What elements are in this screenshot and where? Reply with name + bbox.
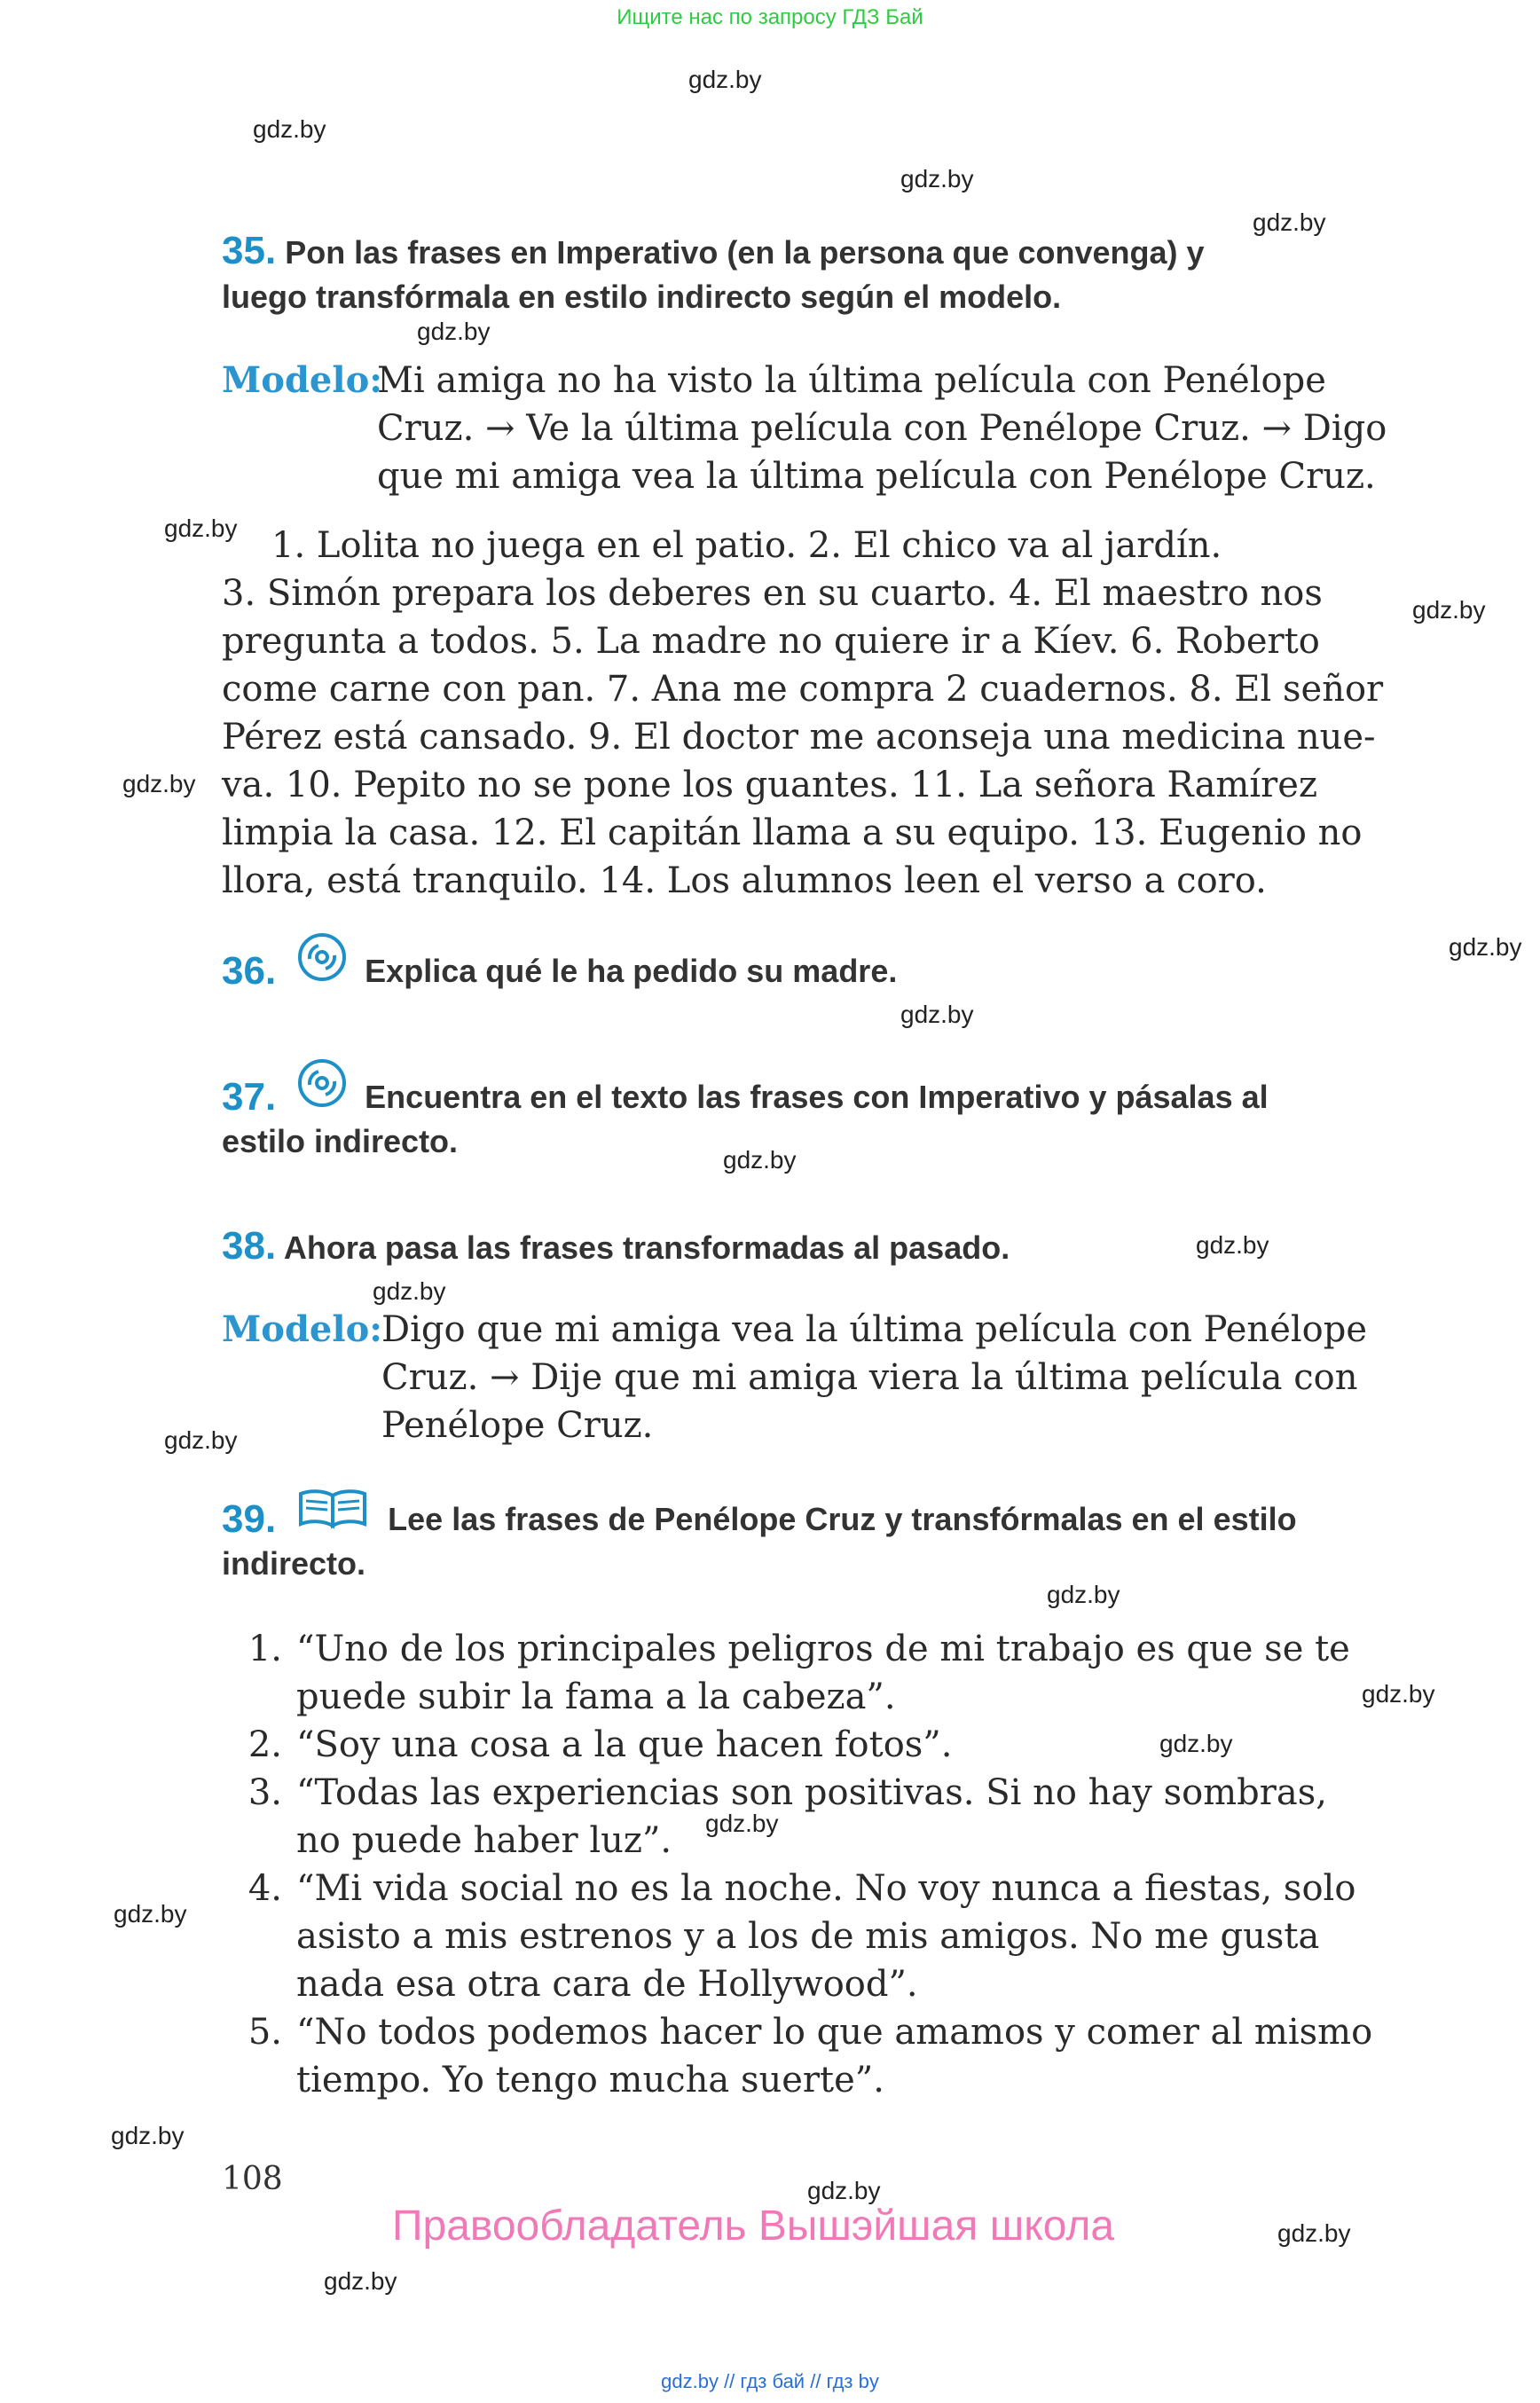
- quote-line: “No todos podemos hacer lo que amamos y comer al mismo: [296, 2012, 1373, 2053]
- sentence-line: pregunta a todos. 5. La madre no quiere ir a Kíev. 6. Roberto: [222, 621, 1320, 662]
- exercise-37: [222, 1075, 1410, 1164]
- watermark: gdz.by: [253, 115, 326, 143]
- watermark: gdz.by: [164, 514, 238, 542]
- exercise-title: Encuentra en el texto las frases con Imperativo y pásalas al: [365, 1079, 1269, 1115]
- watermark: gdz.by: [1362, 1680, 1435, 1708]
- quote-line: “Uno de los principales peligros de mi trabajo es que se te: [296, 1629, 1350, 1669]
- sentence-line: 3. Simón prepara los deberes en su cuarto. 4. El maestro nos: [222, 573, 1323, 614]
- watermark: gdz.by: [723, 1146, 797, 1174]
- list-item: [222, 1865, 1410, 2008]
- quote-line: asisto a mis estrenos y a los de mis amigos. No me gusta: [296, 1916, 1320, 1957]
- quotes-list: [222, 1625, 1410, 2104]
- modelo-line: Penélope Cruz.: [381, 1405, 654, 1446]
- watermark: gdz.by: [1253, 208, 1326, 236]
- exercise-35-heading: [222, 229, 1410, 319]
- item-number: 1.: [248, 1629, 282, 1669]
- modelo-label: Modelo:: [222, 1308, 383, 1350]
- exercise-38-heading: [222, 1224, 1410, 1270]
- exercise-title: luego transfórmala en estilo indirecto según el modelo.: [222, 279, 1062, 315]
- item-number: 5.: [248, 2012, 282, 2053]
- book-icon: [297, 1487, 368, 1541]
- top-banner: Ищите нас по запросу ГДЗ Бай: [617, 5, 923, 29]
- watermark: gdz.by: [111, 2122, 185, 2149]
- exercise-title: Pon las frases en Imperativo (en la persona que convenga) y: [285, 234, 1205, 271]
- watermark: gdz.by: [705, 1810, 779, 1837]
- watermark: gdz.by: [1196, 1231, 1269, 1259]
- watermark: gdz.by: [1047, 1581, 1120, 1608]
- sentence-line: come carne con pan. 7. Ana me compra 2 cuadernos. 8. El señor: [222, 669, 1384, 710]
- cd-icon: [297, 1058, 347, 1119]
- watermark: gdz.by: [900, 165, 974, 192]
- exercise-number: 39.: [222, 1497, 277, 1541]
- quote-line: nada esa otra cara de Hollywood”.: [296, 1964, 918, 2005]
- quote-line: puede subir la fama a la cabeza”.: [296, 1677, 896, 1717]
- page-number: 108: [222, 2161, 283, 2197]
- quote-line: no puede haber luz”.: [296, 1820, 672, 1861]
- list-item: [222, 1721, 1410, 1769]
- quote-line: “Todas las experiencias son positivas. Si no hay sombras,: [296, 1772, 1327, 1813]
- exercise-36: [222, 949, 1410, 993]
- modelo-block: [222, 1306, 1410, 1449]
- quote-line: “Mi vida social no es la noche. No voy nunca a fiestas, solo: [296, 1868, 1356, 1909]
- exercise-number: 38.: [222, 1224, 277, 1268]
- modelo-line: Digo que mi amiga vea la última película con Penélope: [381, 1309, 1368, 1350]
- watermark: gdz.by: [164, 1426, 238, 1454]
- exercise-39-heading: [222, 1497, 1410, 1586]
- exercise-number: 37.: [222, 1075, 277, 1119]
- sentence-line: Pérez está cansado. 9. El doctor me aconseja una medicina nue-: [222, 717, 1376, 758]
- copyright-notice: Правообладатель Вышэйшая школа: [392, 2203, 1115, 2250]
- modelo-line: que mi amiga vea la última película con Penélope Cruz.: [377, 456, 1376, 497]
- watermark: gdz.by: [122, 770, 196, 797]
- modelo-line: Cruz. → Ve la última película con Penélope Cruz. → Digo: [377, 408, 1387, 449]
- cd-icon: [297, 932, 347, 993]
- exercise-title: Ahora pasa las frases transformadas al pasado.: [283, 1229, 1010, 1266]
- list-item: [222, 1625, 1410, 1721]
- item-number: 3.: [248, 1772, 282, 1813]
- exercise-number: 36.: [222, 949, 277, 993]
- modelo-line: Cruz. → Dije que mi amiga viera la última película con: [381, 1357, 1358, 1398]
- quote-line: “Soy una cosa a la que hacen fotos”.: [296, 1724, 953, 1765]
- modelo-label: Modelo:: [222, 359, 383, 401]
- exercise-title: Lee las frases de Penélope Cruz y transfórmalas en el estilo: [388, 1501, 1297, 1537]
- sentence-line: 1. Lolita no juega en el patio. 2. El chico va al jardín.: [271, 525, 1222, 566]
- exercise-title: Explica qué le ha pedido su madre.: [365, 953, 898, 989]
- watermark: gdz.by: [1277, 2219, 1351, 2247]
- list-item: [222, 1769, 1410, 1865]
- quote-line: tiempo. Yo tengo mucha suerte”.: [296, 2060, 884, 2101]
- watermark: gdz.by: [807, 2177, 881, 2204]
- sentence-line: llora, está tranquilo. 14. Los alumnos leen el verso a coro.: [222, 860, 1267, 901]
- modelo-block: [222, 357, 1410, 500]
- exercise-number: 35.: [222, 229, 277, 272]
- modelo-line: Mi amiga no ha visto la última película con Penélope: [377, 360, 1326, 401]
- watermark: gdz.by: [417, 318, 491, 345]
- watermark: gdz.by: [373, 1277, 446, 1305]
- watermark: gdz.by: [688, 66, 762, 93]
- exercise-title: indirecto.: [222, 1545, 366, 1582]
- sentence-line: va. 10. Pepito no se pone los guantes. 11. La señora Ramírez: [222, 765, 1318, 805]
- watermark: gdz.by: [114, 1900, 187, 1928]
- watermark: gdz.by: [1159, 1730, 1233, 1757]
- footer-links[interactable]: gdz.by // гдз бай // гдз by: [661, 2370, 879, 2392]
- watermark: gdz.by: [900, 1001, 974, 1028]
- exercise-title: estilo indirecto.: [222, 1123, 459, 1159]
- list-item: [222, 2008, 1410, 2104]
- watermark: gdz.by: [324, 2267, 397, 2295]
- watermark: gdz.by: [1412, 596, 1486, 624]
- exercise-35-sentences: [222, 522, 1410, 905]
- sentence-line: limpia la casa. 12. El capitán llama a su equipo. 13. Eugenio no: [222, 813, 1363, 853]
- item-number: 2.: [248, 1724, 282, 1765]
- item-number: 4.: [248, 1868, 282, 1909]
- watermark: gdz.by: [1449, 933, 1522, 961]
